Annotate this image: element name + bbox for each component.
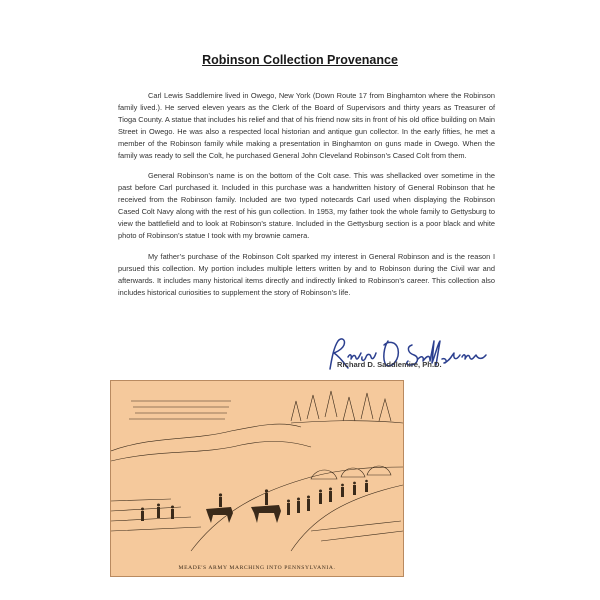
engraving-illustration	[110, 380, 404, 577]
paragraph-1: Carl Lewis Saddlemire lived in Owego, New York (Down Route 17 from Binghamton where the Robinson family lived.). He served eleven years as the Clerk of the Board of Supervisors and thirty years as Treasurer of Tioga County. A statue that includes his relief and that of his friend now sits in front of his old office building on Main Street in Owego. He was also a respected local historian and antique gun collector. In the early fifties, he met a member of the Robinson family while making a presentation in Binghamton on guns made in Owego. When the family was ready to sell the Colt, he purchased General John Cleveland Robinson’s Cased Colt from them.	[118, 91, 495, 160]
signature-text: Richard D. Saddlemire	[326, 373, 337, 374]
illustration-caption: MEADE'S ARMY MARCHING INTO PENNSYLVANIA.	[178, 565, 336, 571]
signatory-name: Richard D. Saddlemire, Ph.D.	[337, 360, 442, 369]
paragraph-3: My father’s purchase of the Robinson Colt sparked my interest in General Robinson and is the reason I pursued this collection. My portion includes multiple letters written by and to Robinson during the Civil war and afterwards. It includes many historical items directly and indirectly linked to Robinson’s career. This collection also includes historical curiosities to supplement the story of Robinson’s life.	[118, 251, 495, 297]
document-body	[118, 90, 495, 308]
engraving-image	[111, 381, 403, 561]
handwritten-signature	[326, 335, 501, 375]
document-title: Robinson Collection Provenance	[202, 53, 398, 67]
paragraph-2: General Robinson’s name is on the bottom of the Colt case. This was shellacked over sometime in the past before Carl purchased it. Included in this purchase was a handwritten history of General Robinson that he received from the Robinson family. Included are two typed notecards Carl used when displaying the Robinson Cased Colt Navy along with the rest of his gun collection. In 1953, my father took the whole family to Gettysburg to view the battlefield and to look at Robinson’s stature. Included in the Gettysburg section is a poor black and white photo of Robinson’s statue I took with my brownie camera.	[118, 171, 495, 240]
